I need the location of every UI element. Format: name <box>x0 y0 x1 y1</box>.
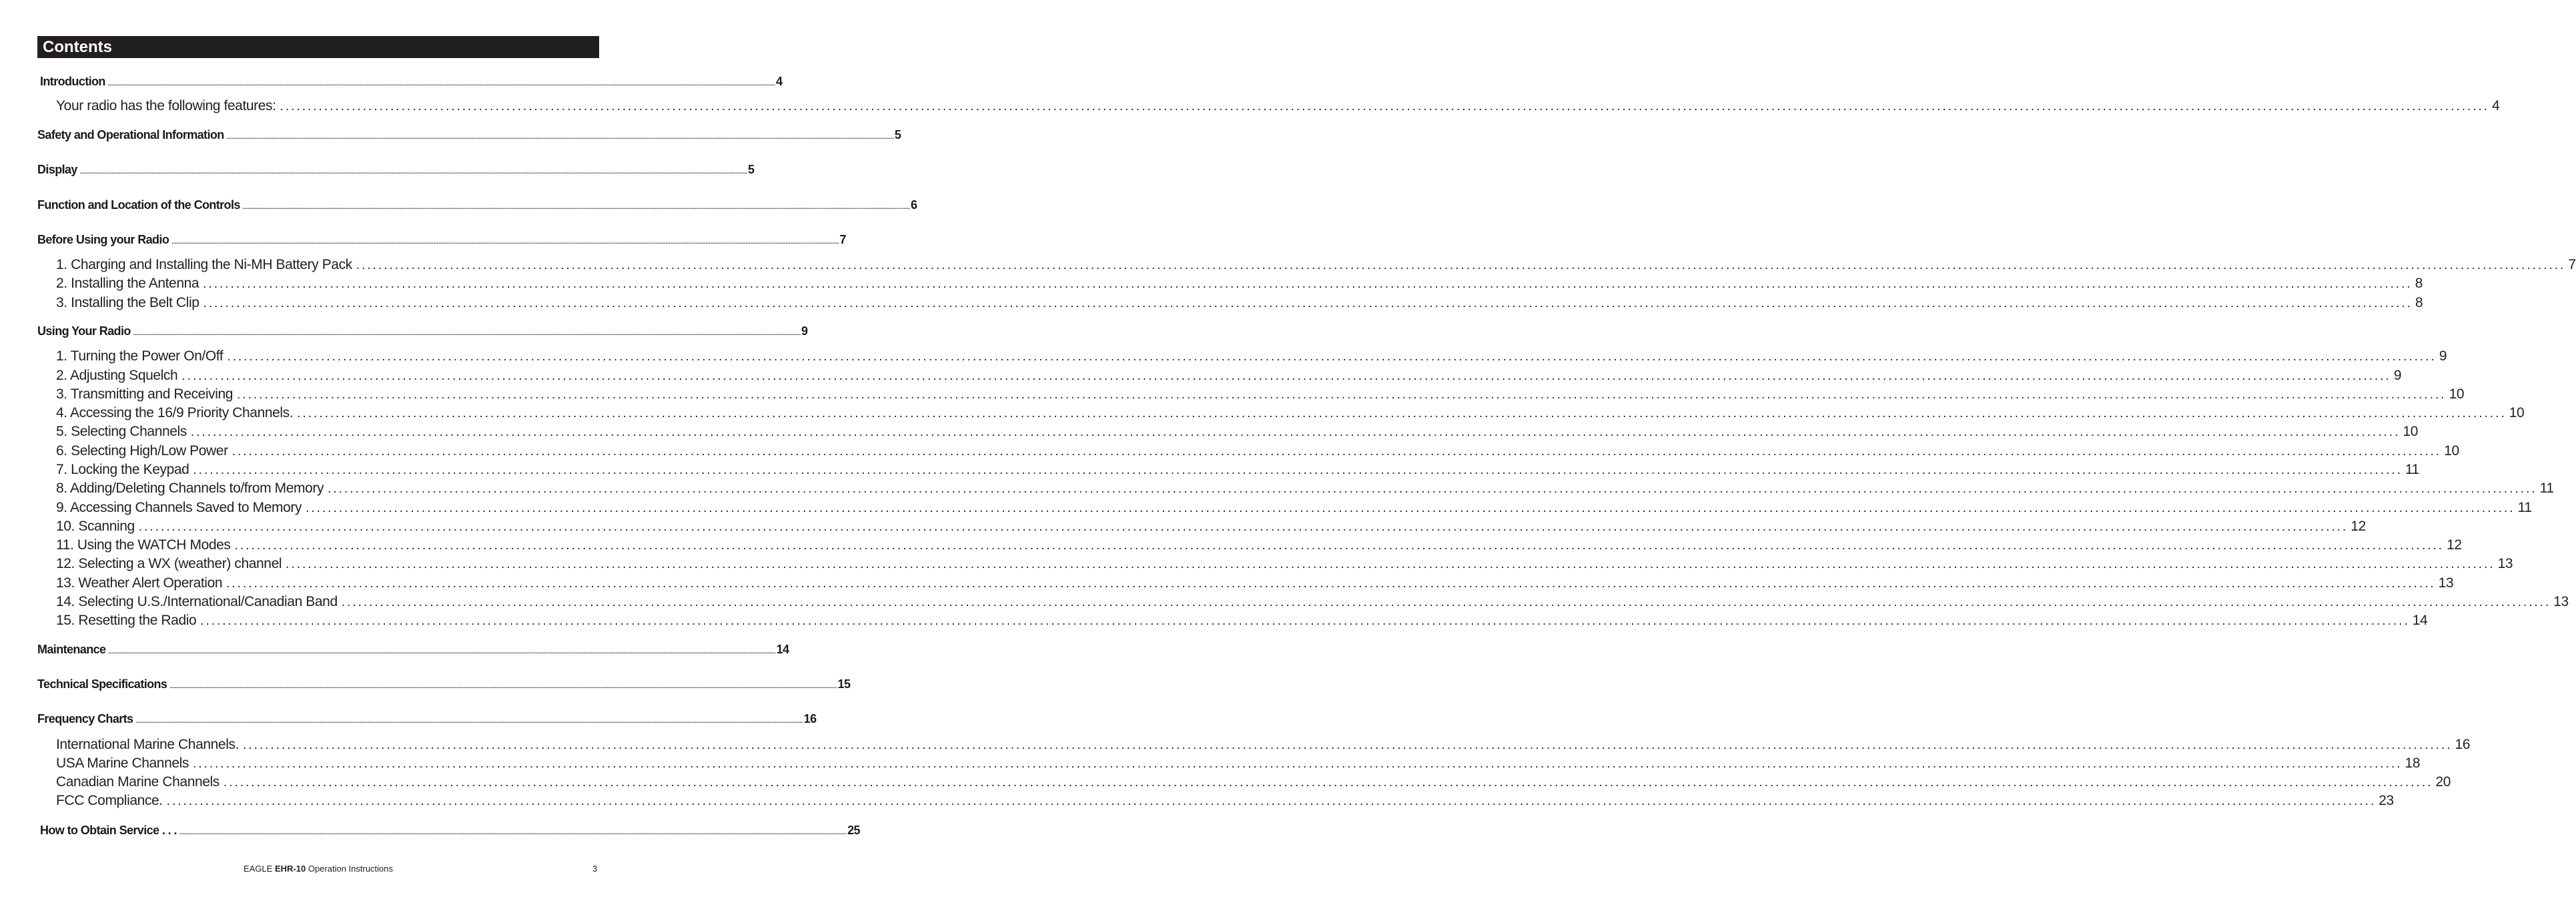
toc-entry-page: 7 <box>2568 257 2576 272</box>
toc-entry-page: 5 <box>748 163 755 176</box>
dot-leader: ................................................................................................................................................................................................................................................................................................................................................................................................................ <box>169 683 837 689</box>
toc-entry-page: 16 <box>2455 737 2471 752</box>
page-title: Contents <box>37 36 599 58</box>
toc-entry-label: 6. Selecting High/Low Power <box>56 443 228 459</box>
toc-subentry[interactable] <box>56 257 2576 273</box>
dot-leader: ................................................................................................................................................................................................................................................................................................................................................................................................................ <box>133 330 801 336</box>
dot-leader: ................................................................................................................................................................................................................................................................................................................................................................................................................ <box>280 99 2490 113</box>
toc-entry-page: 13 <box>2438 575 2454 591</box>
toc-subentry[interactable] <box>56 368 2402 384</box>
toc-entry-label: 12. Selecting a WX (weather) channel <box>56 556 282 571</box>
toc-subentry[interactable] <box>56 756 2421 772</box>
toc-subentry[interactable] <box>56 348 2447 364</box>
toc-entry-label: 3. Transmitting and Receiving <box>56 386 234 402</box>
toc-entry-page: 12 <box>2447 537 2462 553</box>
toc-section-entry[interactable] <box>37 198 917 212</box>
toc-entry-page: 10 <box>2449 386 2465 402</box>
toc-entry-label: Your radio has the following features: <box>56 98 276 113</box>
toc-entry-page: 18 <box>2405 756 2421 771</box>
toc-entry-label: Introduction <box>40 75 105 88</box>
toc-subentry[interactable] <box>56 462 2419 478</box>
toc-entry-label: 5. Selecting Channels <box>56 424 187 439</box>
dot-leader: ................................................................................................................................................................................................................................................................................................................................................................................................................ <box>171 238 839 245</box>
toc-entry-label: 13. Weather Alert Operation <box>56 575 223 591</box>
dot-leader: ................................................................................................................................................................................................................................................................................................................................................................................................................ <box>135 717 803 724</box>
dot-leader: ................................................................................................................................................................................................................................................................................................................................................................................................................ <box>190 425 2401 439</box>
dot-leader: ................................................................................................................................................................................................................................................................................................................................................................................................................ <box>193 757 2403 771</box>
dot-leader: ................................................................................................................................................................................................................................................................................................................................................................................................................ <box>226 577 2436 591</box>
dot-leader: ................................................................................................................................................................................................................................................................................................................................................................................................................ <box>138 520 2348 534</box>
toc-subentry[interactable] <box>56 295 2423 311</box>
toc-subentry[interactable] <box>56 613 2428 629</box>
dot-leader: ................................................................................................................................................................................................................................................................................................................................................................................................................ <box>232 444 2442 459</box>
toc-entry-label: Frequency Charts <box>37 712 133 725</box>
dot-leader: ................................................................................................................................................................................................................................................................................................................................................................................................................ <box>297 406 2507 420</box>
toc-entry-page: 15 <box>837 677 851 691</box>
toc-section-entry[interactable] <box>37 643 789 657</box>
toc-subentry[interactable] <box>56 500 2532 516</box>
toc-entry-label: 7. Locking the Keypad <box>56 462 189 477</box>
toc-entry-label: 9. Accessing Channels Saved to Memory <box>56 500 302 515</box>
toc-entry-label: 2. Installing the Antenna <box>56 276 199 291</box>
toc-entry-label: Canadian Marine Channels <box>56 774 220 790</box>
footer-model: EHR-10 <box>274 864 306 874</box>
toc-entry-page: 9 <box>2393 368 2402 383</box>
toc-entry-label: 4. Accessing the 16/9 Priority Channels. <box>56 405 294 420</box>
toc-entry-label: FCC Compliance. <box>56 793 163 808</box>
toc-subentry[interactable] <box>56 594 2569 610</box>
dot-leader: ................................................................................................................................................................................................................................................................................................................................................................................................................ <box>237 388 2447 402</box>
toc-entry-page: 14 <box>776 643 789 656</box>
dot-leader: ................................................................................................................................................................................................................................................................................................................................................................................................................ <box>341 595 2551 609</box>
toc-entry-label: USA Marine Channels <box>56 756 189 771</box>
toc-entry-page: 9 <box>2439 348 2447 364</box>
toc-entry-page: 11 <box>2405 462 2419 477</box>
dot-leader: ................................................................................................................................................................................................................................................................................................................................................................................................................ <box>107 80 775 87</box>
dot-leader: ................................................................................................................................................................................................................................................................................................................................................................................................................ <box>79 168 748 175</box>
toc-entry-label: Function and Location of the Controls <box>37 198 240 212</box>
toc-entry-page: 16 <box>803 712 817 725</box>
dot-leader: ................................................................................................................................................................................................................................................................................................................................................................................................................ <box>200 614 2410 628</box>
toc-entry-label: 15. Resetting the Radio <box>56 613 197 628</box>
dot-leader: ................................................................................................................................................................................................................................................................................................................................................................................................................ <box>179 829 847 836</box>
dot-leader: ................................................................................................................................................................................................................................................................................................................................................................................................................ <box>226 133 894 140</box>
toc-entry-page: 10 <box>2444 443 2459 459</box>
dot-leader: ................................................................................................................................................................................................................................................................................................................................................................................................................ <box>328 482 2537 496</box>
dot-leader: ................................................................................................................................................................................................................................................................................................................................................................................................................ <box>181 369 2391 383</box>
dot-leader: ................................................................................................................................................................................................................................................................................................................................................................................................................ <box>223 776 2433 790</box>
toc-entry-page: 23 <box>2379 793 2394 808</box>
dot-leader: ................................................................................................................................................................................................................................................................................................................................................................................................................ <box>306 501 2515 515</box>
toc-subentry[interactable] <box>56 793 2394 809</box>
dot-leader: ................................................................................................................................................................................................................................................................................................................................................................................................................ <box>243 738 2453 752</box>
toc-entry-page: 7 <box>839 233 846 246</box>
footer-brand: EAGLE <box>243 864 273 874</box>
toc-entry-page: 5 <box>894 128 901 141</box>
toc-entry-label: Before Using your Radio <box>37 233 169 246</box>
toc-subentry[interactable] <box>56 98 2500 114</box>
toc-entry-label: Technical Specifications <box>37 677 167 691</box>
toc-entry-page: 9 <box>801 324 808 338</box>
toc-entry-label: 2. Adjusting Squelch <box>56 368 178 383</box>
toc-subentry[interactable] <box>56 737 2471 753</box>
toc-subentry[interactable] <box>56 386 2465 402</box>
toc-section-entry[interactable] <box>37 324 808 338</box>
toc-entry-page: 6 <box>910 198 917 212</box>
footer-doc-title: Operation Instructions <box>308 864 394 874</box>
toc-section-entry[interactable] <box>40 824 860 838</box>
toc-subentry[interactable] <box>56 481 2554 497</box>
toc-entry-page: 20 <box>2435 774 2451 790</box>
dot-leader: ................................................................................................................................................................................................................................................................................................................................................................................................................ <box>227 350 2437 364</box>
dot-leader: ................................................................................................................................................................................................................................................................................................................................................................................................................ <box>108 648 776 655</box>
toc-subentry[interactable] <box>56 774 2451 790</box>
toc-subentry[interactable] <box>56 556 2513 572</box>
toc-subentry[interactable] <box>56 424 2418 440</box>
toc-section-entry[interactable] <box>37 233 846 247</box>
toc-entry-label: Display <box>37 163 77 176</box>
toc-subentry[interactable] <box>56 575 2454 591</box>
toc-entry-page: 4 <box>775 75 783 88</box>
toc-subentry[interactable] <box>56 443 2459 459</box>
toc-entry-label: 11. Using the WATCH Modes <box>56 537 231 553</box>
toc-entry-page: 11 <box>2517 500 2532 515</box>
toc-entry-label: Using Your Radio <box>37 324 131 338</box>
toc-entry-page: 11 <box>2539 481 2554 496</box>
toc-subentry[interactable] <box>56 405 2525 421</box>
toc-entry-label: International Marine Channels. <box>56 737 240 752</box>
toc-entry-page: 25 <box>847 824 860 837</box>
toc-entry-label: 1. Turning the Power On/Off <box>56 348 224 364</box>
dot-leader: ................................................................................................................................................................................................................................................................................................................................................................................................................ <box>234 539 2445 553</box>
toc-subentry[interactable] <box>56 276 2423 292</box>
toc-section-entry[interactable] <box>37 677 851 691</box>
dot-leader: ................................................................................................................................................................................................................................................................................................................................................................................................................ <box>193 463 2403 477</box>
toc-entry-page: 13 <box>2553 594 2569 609</box>
dot-leader: ................................................................................................................................................................................................................................................................................................................................................................................................................ <box>166 794 2377 808</box>
toc-entry-label: 8. Adding/Deleting Channels to/from Memory <box>56 481 324 496</box>
toc-section-entry[interactable] <box>37 128 901 142</box>
toc-entry-page: 10 <box>2509 405 2525 420</box>
page-footer <box>0 864 636 874</box>
toc-entry-page: 8 <box>2415 295 2423 310</box>
toc-entry-label: 10. Scanning <box>56 519 135 534</box>
toc-entry-page: 8 <box>2415 276 2423 291</box>
toc-subentry[interactable] <box>56 519 2366 535</box>
toc-entry-page: 12 <box>2350 519 2366 534</box>
toc-entry-label: 1. Charging and Installing the Ni-MH Battery Pack <box>56 257 352 272</box>
dot-leader: ................................................................................................................................................................................................................................................................................................................................................................................................................ <box>242 204 910 210</box>
dot-leader: ................................................................................................................................................................................................................................................................................................................................................................................................................ <box>286 557 2495 571</box>
toc-entry-page: 4 <box>2492 98 2500 113</box>
toc-section-entry[interactable] <box>37 712 817 726</box>
toc-entry-label: 14. Selecting U.S./International/Canadian Band <box>56 594 338 609</box>
toc-entry-page: 10 <box>2403 424 2418 439</box>
page-number: 3 <box>592 864 598 874</box>
toc-entry-page: 14 <box>2412 613 2428 628</box>
toc-entry-label: How to Obtain Service . . . <box>40 824 177 837</box>
toc-entry-label: 3. Installing the Belt Clip <box>56 295 199 310</box>
dot-leader: ................................................................................................................................................................................................................................................................................................................................................................................................................ <box>203 277 2413 291</box>
dot-leader: ................................................................................................................................................................................................................................................................................................................................................................................................................ <box>203 296 2413 310</box>
toc-entry-label: Maintenance <box>37 643 106 656</box>
dot-leader: ................................................................................................................................................................................................................................................................................................................................................................................................................ <box>356 258 2566 272</box>
toc-entry-label: Safety and Operational Information <box>37 128 224 141</box>
toc-section-entry[interactable] <box>37 163 755 177</box>
toc-section-entry[interactable] <box>40 75 783 89</box>
toc-subentry[interactable] <box>56 537 2462 553</box>
toc-entry-page: 13 <box>2497 556 2513 571</box>
